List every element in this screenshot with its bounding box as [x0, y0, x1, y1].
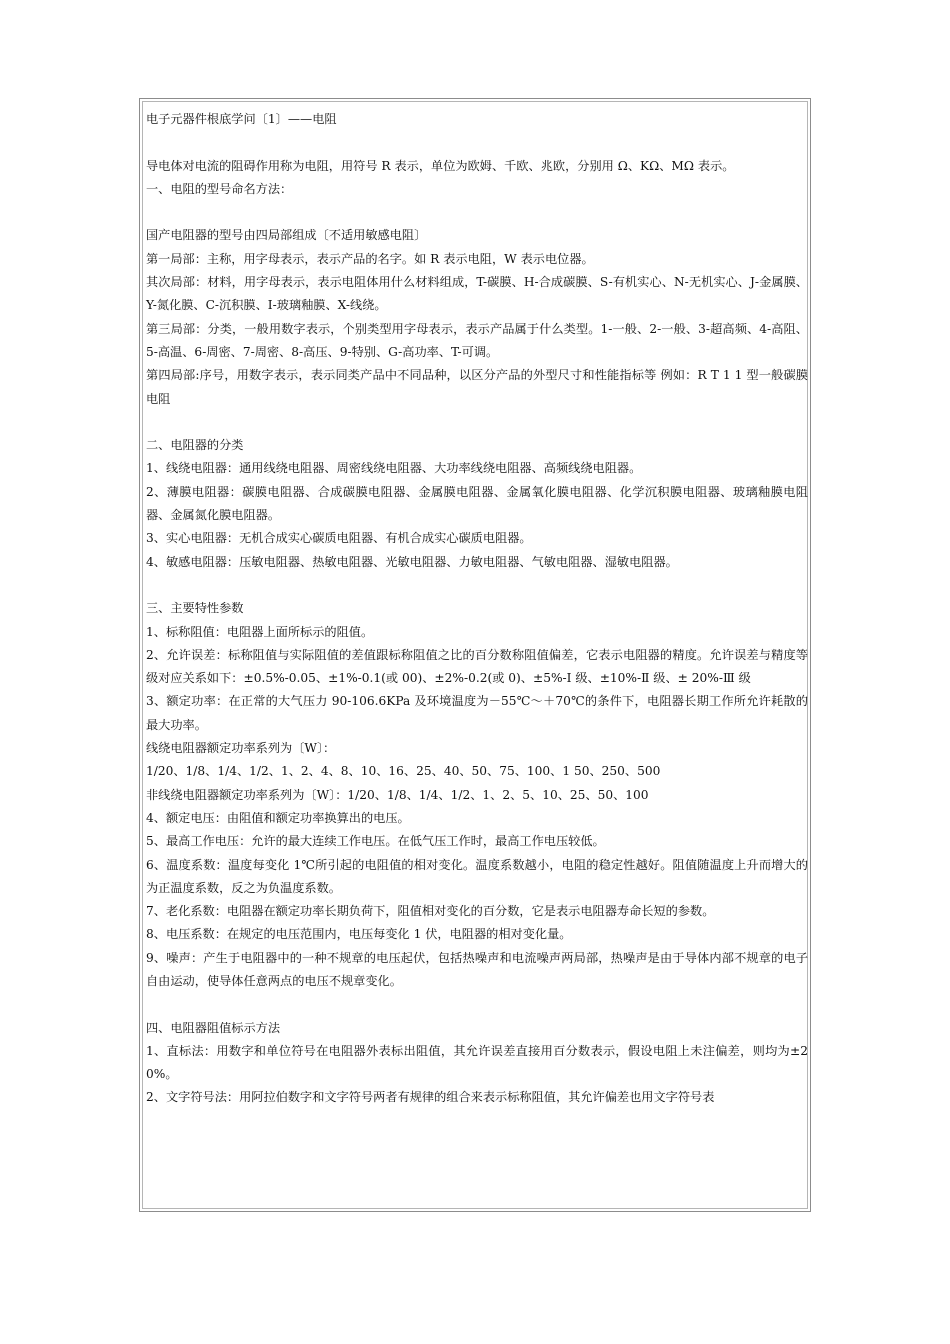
parameter-line: 线绕电阻器额定功率系列为〔W〕： [146, 741, 336, 756]
spacer [146, 993, 808, 1016]
naming-line: 其次局部：材料，用字母表示，表示电阻体用什么材料组成，T-碳膜、H-合成碳膜、S-有机实心、N-无机实心、J-金属膜、Y-氮化膜、C-沉积膜、I-玻璃釉膜、X-线绕。 [146, 275, 808, 313]
classification-line: 4、敏感电阻器：压敏电阻器、热敏电阻器、光敏电阻器、力敏电阻器、气敏电阻器、湿敏电阻器。 [146, 554, 678, 569]
parameter-line: 1/20、1/8、1/4、1/2、1、2、4、8、10、16、25、40、50、75、100、1 50、250、500 [146, 764, 661, 779]
naming-line: 第四局部:序号，用数字表示，表示同类产品中不同品种，以区分产品的外型尺寸和性能指标等 例如：R T 1 1 型一般碳膜电阻 [146, 368, 808, 406]
parameter-line: 1、标称阻值：电阻器上面所标示的阻值。 [146, 624, 374, 639]
naming-line: 第三局部：分类，一般用数字表示，个别类型用字母表示，表示产品属于什么类型。1-一般、2-一般、3-超高频、4-高阻、5-高温、6-周密、7-周密、8-高压、9-特别、G-高功率、T-可调。 [146, 321, 808, 359]
spacer [146, 131, 808, 154]
naming-line: 第一局部：主称，用字母表示，表示产品的名字。如 R 表示电阻，W 表示电位器。 [146, 251, 594, 266]
marking-line: 1、直标法：用数字和单位符号在电阻器外表标出阻值，其允许误差直接用百分数表示，假设电阻上未注偏差，则均为±20%。 [146, 1043, 808, 1082]
section-heading-naming: 一、电阻的型号命名方法： [146, 181, 293, 196]
document-title: 电子元器件根底学问〔1〕——电阻 [146, 112, 337, 126]
parameter-line: 2、允许误差：标称阻值与实际阻值的差值跟标称阻值之比的百分数称阻值偏差，它表示电阻器的精度。允许误差与精度等级对应关系如下：±0.5%-0.05、±1%-0.1(或 00)、±2%-0.2(或 0)、±5%-Ⅰ 级、±10%-Ⅱ 级、± 20%-Ⅲ 级 [146, 647, 808, 686]
section-heading-marking: 四、电阻器阻值标示方法 [146, 1020, 281, 1035]
intro-paragraph: 导电体对电流的阻碍作用称为电阻，用符号 R 表示，单位为欧姆、千欧、兆欧，分别用 Ω、KΩ、MΩ 表示。 [146, 158, 735, 173]
parameter-line: 9、噪声：产生于电阻器中的一种不规章的电压起伏，包括热噪声和电流噪声两局部，热噪声是由于导体内部不规章的电子自由运动，使导体任意两点的电压不规章变化。 [146, 950, 808, 988]
spacer [146, 411, 808, 434]
parameter-line: 7、老化系数：电阻器在额定功率长期负荷下，阻值相对变化的百分数，它是表示电阻器寿命长短的参数。 [146, 904, 715, 919]
classification-line: 2、薄膜电阻器：碳膜电阻器、合成碳膜电阻器、金属膜电阻器、金属氧化膜电阻器、化学沉积膜电阻器、玻璃釉膜电阻器、金属氮化膜电阻器。 [146, 484, 808, 523]
parameter-line: 5、最高工作电压：允许的最大连续工作电压。在低气压工作时，最高工作电压较低。 [146, 834, 605, 849]
parameter-line: 6、温度系数：温度每变化 1℃所引起的电阻值的相对变化。温度系数越小，电阻的稳定性越好。阻值随温度上升而增大的为正温度系数，反之为负温度系数。 [146, 857, 808, 895]
naming-line: 国产电阻器的型号由四局部组成〔不适用敏感电阻〕 [146, 228, 427, 243]
classification-line: 3、实心电阻器：无机合成实心碳质电阻器、有机合成实心碳质电阻器。 [146, 531, 532, 546]
spacer [146, 201, 808, 224]
parameter-line: 3、额定功率：在正常的大气压力 90-106.6KPa 及环境温度为－55℃～＋70℃的条件下，电阻器长期工作所允许耗散的最大功率。 [146, 694, 808, 732]
section-heading-parameters: 三、主要特性参数 [146, 601, 244, 616]
document-body [146, 108, 808, 1110]
section-heading-classification: 二、电阻器的分类 [146, 438, 244, 453]
parameter-line: 非线绕电阻器额定功率系列为〔W〕：1/20、1/8、1/4、1/2、1、2、5、10、25、50、100 [146, 787, 649, 802]
classification-line: 1、线绕电阻器：通用线绕电阻器、周密线绕电阻器、大功率线绕电阻器、高频线绕电阻器。 [146, 461, 642, 476]
parameter-line: 8、电压系数：在规定的电压范围内，电压每变化 1 伏，电阻器的相对变化量。 [146, 927, 572, 942]
marking-line: 2、文字符号法：用阿拉伯数字和文字符号两者有规律的组合来表示标称阻值，其允许偏差也用文字符号表 [146, 1090, 715, 1105]
parameter-line: 4、额定电压：由阻值和额定功率换算出的电压。 [146, 810, 410, 825]
spacer [146, 574, 808, 597]
